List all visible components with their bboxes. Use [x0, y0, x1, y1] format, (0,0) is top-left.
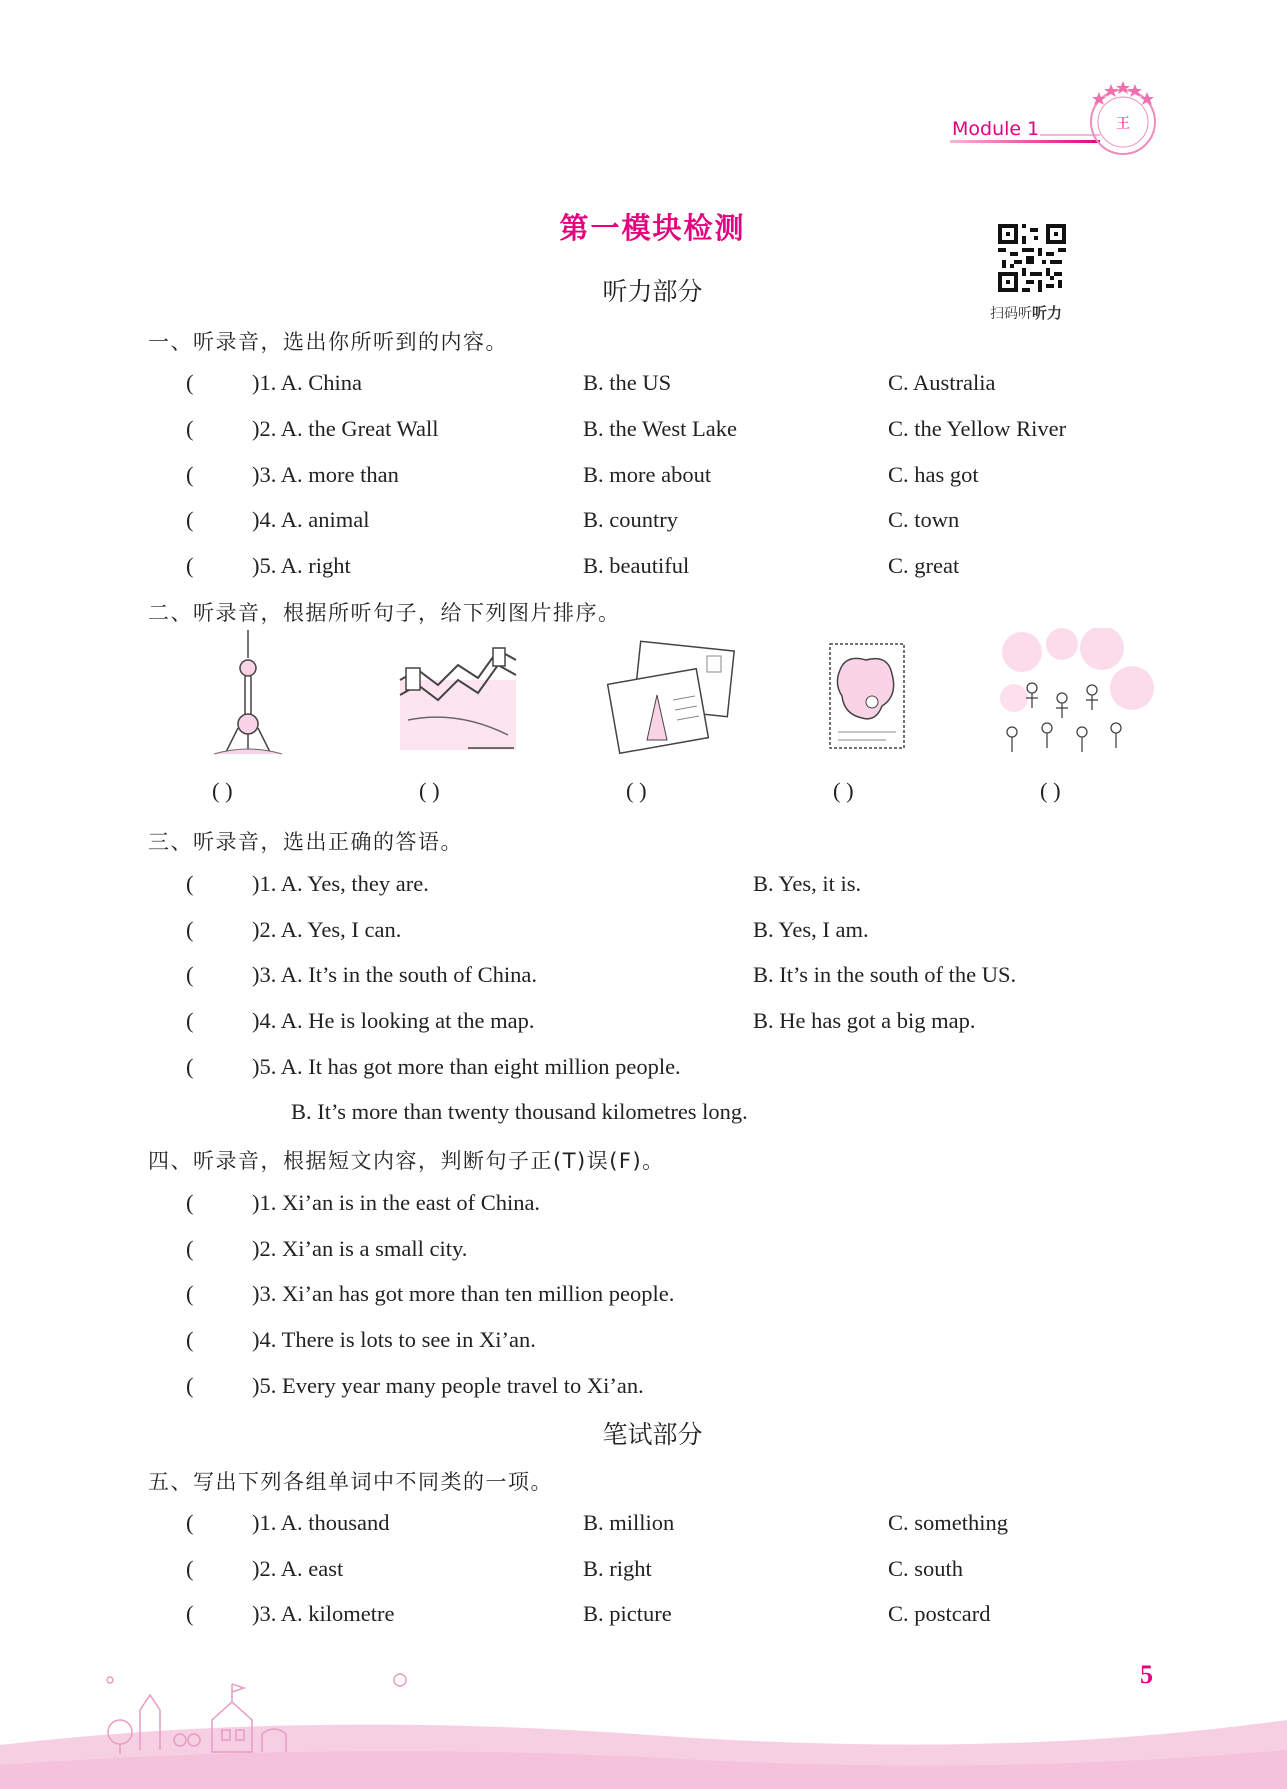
option-c: C. the Yellow River [888, 416, 1067, 441]
open-paren: ( [186, 1236, 194, 1261]
section-4-heading: 四、听录音，根据短文内容，判断句子正(T)误(F)。 [148, 1149, 665, 1173]
question-row [0, 1510, 1287, 1544]
option-a: )1. A. thousand [252, 1510, 390, 1535]
option-a: )1. A. Yes, they are. [252, 871, 429, 896]
option-c: C. Australia [888, 370, 996, 395]
writing-part-title: 笔试部分 [602, 1420, 703, 1449]
statement-row [0, 1373, 1287, 1407]
great-wall-picture [398, 640, 518, 752]
option-a: )2. A. east [252, 1556, 344, 1581]
option-b: B. the US [583, 370, 672, 395]
option-b: B. It’s more than twenty thousand kilometres long. [291, 1099, 748, 1124]
answer-paren-3[interactable]: ( ) [626, 778, 647, 803]
option-b: B. right [583, 1556, 652, 1581]
section-2-heading: 二、听录音，根据所听句子，给下列图片排序。 [148, 601, 621, 625]
open-paren: ( [186, 370, 194, 395]
page-number: 5 [1140, 1660, 1153, 1689]
module-label: Module 1 [952, 118, 1040, 140]
option-c: C. has got [888, 462, 979, 487]
statement-text: )5. Every year many people travel to Xi’an. [252, 1373, 644, 1398]
map-picture [826, 640, 908, 752]
qr-caption-prefix: 扫码听 [990, 306, 1032, 322]
open-paren: ( [186, 1510, 194, 1535]
statement-row [0, 1327, 1287, 1361]
page-title: 第一模块检测 [559, 211, 746, 245]
question-row [0, 917, 1287, 951]
section-3-heading: 三、听录音，选出正确的答语。 [148, 830, 463, 854]
option-c: C. great [888, 553, 960, 578]
answer-paren-2[interactable]: ( ) [419, 778, 440, 803]
option-c: C. postcard [888, 1601, 991, 1626]
option-a: )5. A. It has got more than eight million people. [252, 1054, 681, 1079]
question-row [0, 553, 1287, 587]
open-paren: ( [186, 553, 194, 578]
postcards-picture [607, 640, 735, 754]
crowd-blossom-picture [992, 628, 1156, 756]
option-a: )4. A. He is looking at the map. [252, 1008, 535, 1033]
option-a: )3. A. It’s in the south of China. [252, 962, 537, 987]
open-paren: ( [186, 1190, 194, 1215]
open-paren: ( [186, 1327, 194, 1352]
option-b: B. picture [583, 1601, 672, 1626]
option-b: B. Yes, it is. [753, 871, 862, 896]
picture-order-row [0, 778, 1287, 812]
answer-paren-4[interactable]: ( ) [833, 778, 854, 803]
option-b: B. beautiful [583, 553, 690, 578]
option-c: C. something [888, 1510, 1009, 1535]
option-a: )2. A. the Great Wall [252, 416, 439, 441]
option-b: B. more about [583, 462, 712, 487]
option-b: B. country [583, 507, 678, 532]
open-paren: ( [186, 507, 194, 532]
question-row [0, 871, 1287, 905]
question-row [0, 1601, 1287, 1635]
question-row [0, 507, 1287, 541]
open-paren: ( [186, 1281, 194, 1306]
statement-text: )2. Xi’an is a small city. [252, 1236, 468, 1261]
option-a: )4. A. animal [252, 507, 370, 532]
open-paren: ( [186, 416, 194, 441]
brand-seal-icon [1085, 78, 1161, 158]
question-row [0, 416, 1287, 450]
statement-row [0, 1281, 1287, 1315]
listening-part-title: 听力部分 [602, 277, 703, 306]
option-a: )2. A. Yes, I can. [252, 917, 402, 942]
footer-wave-decoration [0, 1650, 1287, 1789]
option-b: B. Yes, I am. [753, 917, 869, 942]
statement-row [0, 1190, 1287, 1224]
question-row-extra [0, 1099, 1287, 1133]
question-row [0, 462, 1287, 496]
statement-row [0, 1236, 1287, 1270]
open-paren: ( [186, 1556, 194, 1581]
option-c: C. town [888, 507, 960, 532]
option-b: B. million [583, 1510, 675, 1535]
open-paren: ( [186, 1373, 194, 1398]
open-paren: ( [186, 1008, 194, 1033]
option-a: )5. A. right [252, 553, 351, 578]
answer-paren-5[interactable]: ( ) [1040, 778, 1061, 803]
option-a: )1. A. China [252, 370, 362, 395]
open-paren: ( [186, 1601, 194, 1626]
question-row [0, 962, 1287, 996]
option-a: )3. A. kilometre [252, 1601, 395, 1626]
option-b: B. He has got a big map. [753, 1008, 976, 1033]
question-row [0, 1556, 1287, 1590]
statement-text: )4. There is lots to see in Xi’an. [252, 1327, 536, 1352]
section-1-heading: 一、听录音，选出你所听到的内容。 [148, 330, 508, 354]
question-row [0, 370, 1287, 404]
svg-text:王: 王 [1116, 116, 1130, 132]
option-b: B. It’s in the south of the US. [753, 962, 1017, 987]
header-rule [950, 140, 1100, 143]
statement-text: )3. Xi’an has got more than ten million people. [252, 1281, 675, 1306]
question-row [0, 1008, 1287, 1042]
qr-caption-bold: 听力 [1032, 304, 1063, 322]
statement-text: )1. Xi’an is in the east of China. [252, 1190, 541, 1215]
open-paren: ( [186, 462, 194, 487]
open-paren: ( [186, 1054, 194, 1079]
open-paren: ( [186, 962, 194, 987]
question-row [0, 1054, 1287, 1088]
tv-tower-picture [208, 628, 288, 756]
open-paren: ( [186, 917, 194, 942]
option-a: )3. A. more than [252, 462, 399, 487]
open-paren: ( [186, 871, 194, 896]
option-c: C. south [888, 1556, 964, 1581]
option-b: B. the West Lake [583, 416, 737, 441]
section-5-heading: 五、写出下列各组单词中不同类的一项。 [148, 1470, 553, 1494]
answer-paren-1[interactable]: ( ) [212, 778, 233, 803]
